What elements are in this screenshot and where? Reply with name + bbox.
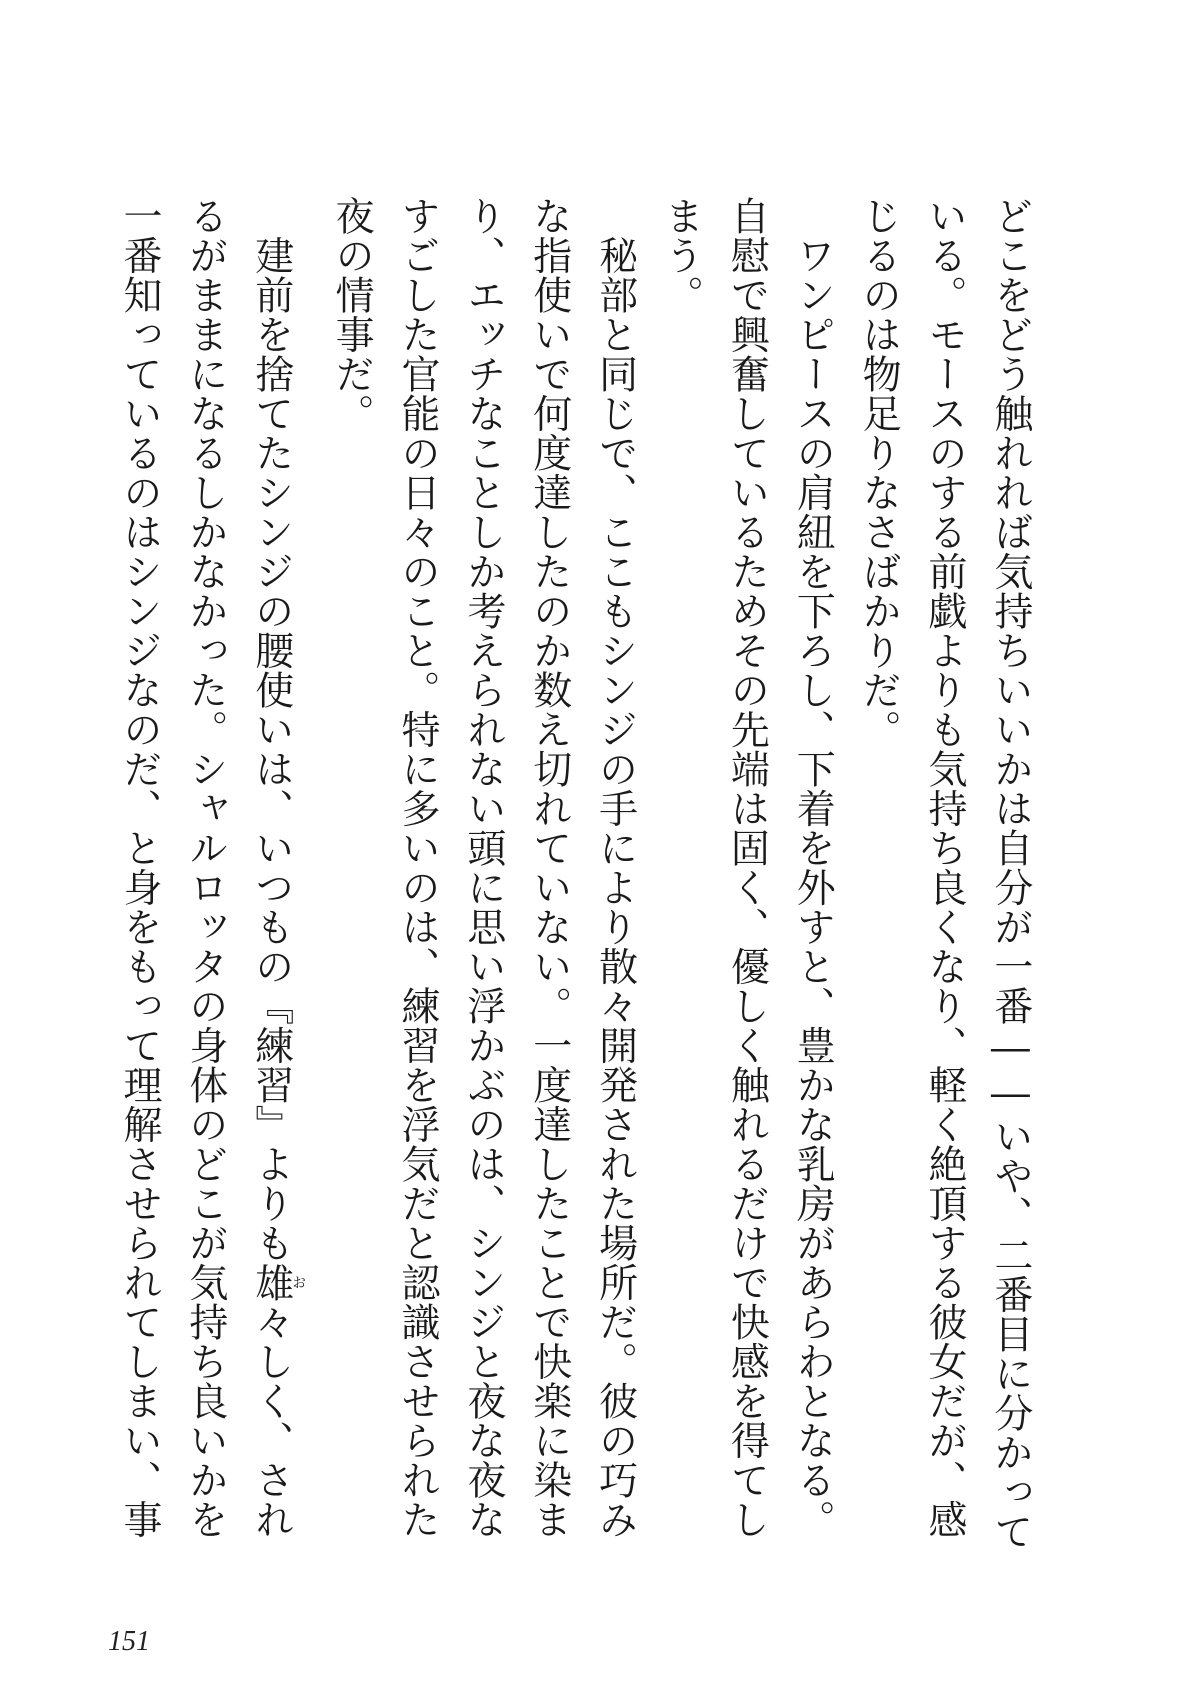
- text-line: な指使いで何度達したのか数え切れていない。一度達したことで快楽に染ま: [526, 196, 572, 1539]
- ruby-annotation: 雄お: [248, 1262, 307, 1302]
- text-line: すごした官能の日々のこと。特に多いのは、練習を浮気だと認識させられた: [395, 196, 440, 1539]
- page-number: 151: [108, 1626, 150, 1657]
- text-line: 一番知っているのはシンジなのだ、と身をもって理解させられてしまい、事: [117, 196, 162, 1539]
- text-line: じるのは物足りなさばかりだ。: [856, 196, 902, 749]
- text-line: まう。: [658, 196, 704, 315]
- text-line: どこをどう触れれば気持ちいいかは自分が一番――いや、二番目に分かって: [987, 196, 1033, 1551]
- ruby-reading: お: [290, 1262, 307, 1302]
- text-line: いる。モースのする前戯よりも気持ち良くなり、軽く絶頂する彼女だが、感: [922, 196, 967, 1539]
- text-line: 夜の情事だ。: [329, 196, 375, 433]
- text-line: ワンピースの肩紐を下ろし、下着を外すと、豊かな乳房があらわとなる。: [790, 196, 836, 1539]
- text-line: 秘部と同じで、ここもシンジの手により散々開発された場所だ。彼の巧み: [592, 196, 638, 1539]
- text-line-with-ruby: 建前を捨てたシンジの腰使いは、いつもの『練習』よりも雄お々しく、され: [248, 196, 307, 1539]
- vertical-text-body: [117, 196, 1033, 1586]
- text-line: 自慰で興奮しているためその先端は固く、優しく触れるだけで快感を得てし: [724, 196, 770, 1539]
- text-line: るがままになるしかなかった。シャルロッタの身体のどこが気持ち良いかを: [182, 196, 228, 1539]
- text-line: り、エッチなことしか考えられない頭に思い浮かぶのは、シンジと夜な夜な: [460, 196, 506, 1539]
